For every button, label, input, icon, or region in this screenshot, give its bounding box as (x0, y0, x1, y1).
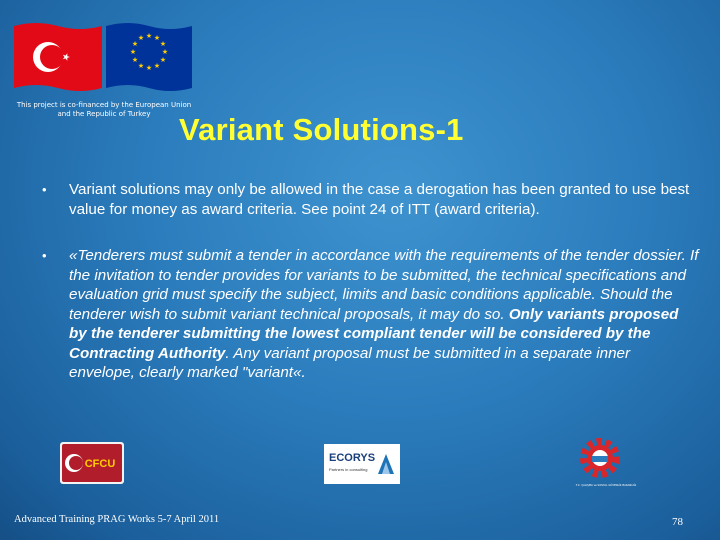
bullet-marker: • (42, 248, 47, 263)
turkey-flag-icon (14, 23, 102, 91)
gear-logo-caption: T.C. ÇALIŞMA ve SOSYAL GÜVENLİK BAKANLIĞI (575, 484, 637, 487)
slide-page-number: 78 (672, 516, 683, 528)
flags-banner (14, 20, 192, 94)
cofinance-line-1: This project is co-financed by the European Union (16, 101, 192, 109)
cofinance-line-2: and the Republic of Turkey (57, 110, 151, 118)
svg-text:★: ★ (145, 64, 153, 72)
ministry-gear-logo (564, 436, 648, 490)
ecorys-logo (324, 444, 400, 484)
quote-emphasis: Only variants proposed by the tenderer submitting the lowest compliant tender will be considered by the Contracting Authority (69, 305, 679, 362)
ecorys-logo-text: ECORYS (329, 452, 376, 464)
svg-text:★: ★ (137, 62, 145, 70)
svg-text:★: ★ (161, 48, 169, 56)
cfcu-logo (60, 442, 124, 484)
quote-text-2: . Any variant proposal must be submitted in a separate inner envelope, clearly marked "variant«. (69, 344, 631, 381)
bullet-item-2 (40, 246, 700, 383)
gear-icon (584, 442, 616, 474)
svg-text:★: ★ (153, 62, 161, 70)
svg-text:★: ★ (145, 32, 153, 40)
cfcu-logo-text: CFCU (84, 458, 116, 470)
svg-text:★: ★ (131, 56, 139, 64)
slide-title: Variant Solutions-1 (179, 112, 464, 147)
footer-training-label: Advanced Training PRAG Works 5-7 April 2011 (14, 514, 220, 525)
ecorys-tagline: Partners in consulting (329, 467, 368, 472)
svg-text:★: ★ (159, 56, 167, 64)
bullet-list (40, 180, 700, 383)
quote-text-1: «Tenderers must submit a tender in accordance with the requirements of the tender dossier. If the invitation to tender provides for variants to be submitted, the technical specifications and evaluation grid must specify the subject, limits and basic conditions applicable. Should the tenderer wish to submit variant technical proposals, it may do so. (69, 247, 699, 323)
bullet-item-1 (40, 180, 700, 219)
svg-text:★: ★ (137, 34, 145, 42)
bullet-text-1: Variant solutions may only be allowed in the case a derogation has been granted to use best value for money as award criteria. See point 24 of ITT (award criteria). (69, 181, 690, 218)
svg-text:★: ★ (129, 48, 137, 56)
bullet-marker: • (42, 182, 47, 197)
svg-text:★: ★ (153, 34, 161, 42)
cofinance-note (12, 101, 196, 119)
eu-flag-icon (106, 23, 192, 91)
svg-text:★: ★ (131, 40, 139, 48)
svg-text:★: ★ (159, 40, 167, 48)
